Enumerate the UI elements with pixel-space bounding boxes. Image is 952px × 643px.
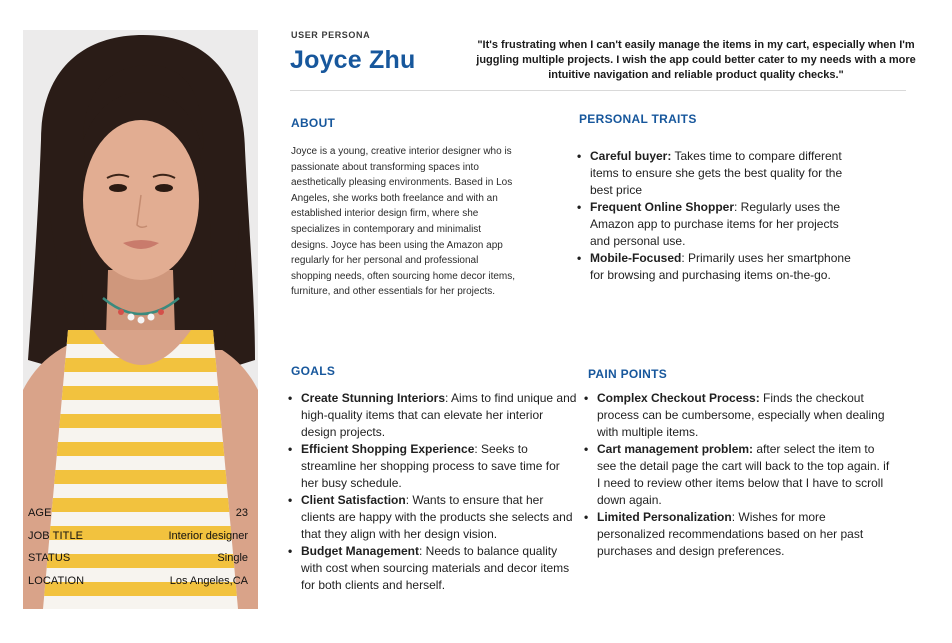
trait-item	[577, 148, 862, 199]
fact-value: Single	[217, 552, 248, 564]
goal-desc: : Wants to ensure that her clients are happy with the products she selects and that they align with her design vision.	[301, 493, 573, 541]
about-text: Joyce is a young, creative interior designer who is passionate about transforming spaces into aesthetically pleasing environments. Based in Los Angeles, she works both freelance and with an established interior design firm, where she specializes in contemporary and minimalist designs. Joyce has been using the Amazon app regularly for her personal and professional shopping needs, often sourcing home decor items, furniture, and other essentials for her projects.	[291, 146, 516, 298]
pain-point-item	[584, 390, 894, 441]
traits-list	[577, 148, 862, 284]
persona-facts	[28, 507, 248, 597]
fact-job-title	[28, 530, 248, 553]
about-title: ABOUT	[291, 116, 336, 130]
fact-label: JOB TITLE	[28, 529, 84, 542]
fact-label: LOCATION	[28, 574, 85, 587]
goals-title: GOALS	[291, 364, 336, 378]
trait-desc: : Primarily uses her smartphone for browsing and purchasing items on-the-go.	[590, 251, 851, 282]
goal-term: Efficient Shopping Experience	[301, 442, 475, 456]
persona-eyebrow: USER PERSONA	[291, 30, 371, 40]
pain-point-term: Limited Personalization	[597, 510, 732, 524]
header-divider	[290, 90, 906, 91]
trait-item	[577, 250, 862, 284]
goal-item	[288, 492, 580, 543]
fact-label: AGE	[28, 507, 52, 519]
trait-desc: : Regularly uses the Amazon app to purchase items for her projects and personal use.	[590, 200, 841, 248]
traits-title: PERSONAL TRAITS	[579, 112, 697, 126]
pain-point-desc: after select the item to see the detail page the cart will back to the top again. if I need to review other items below that I have to scroll down again.	[597, 442, 890, 507]
fact-label: STATUS	[28, 552, 71, 564]
goal-item	[288, 441, 580, 492]
persona-name: Joyce Zhu	[290, 46, 416, 74]
pain-point-term: Complex Checkout Process:	[597, 391, 760, 405]
pain-point-desc: Finds the checkout process can be cumbersome, especially when dealing with multiple items.	[597, 391, 885, 439]
fact-value: 23	[235, 507, 248, 519]
goal-item	[288, 543, 580, 594]
goal-term: Client Satisfaction	[301, 493, 406, 507]
fact-age	[28, 507, 248, 530]
goals-list	[288, 390, 580, 594]
goal-item	[288, 390, 580, 441]
trait-item	[577, 199, 862, 250]
pain-points-list	[584, 390, 894, 560]
fact-location	[28, 575, 248, 598]
fact-status	[28, 552, 248, 575]
persona-photo	[23, 30, 258, 609]
pain-point-item	[584, 509, 894, 560]
pain-point-term: Cart management problem:	[597, 442, 754, 456]
goal-desc: : Seeks to streamline her shopping process to save time for her busy schedule.	[301, 442, 560, 490]
trait-term: Careful buyer:	[590, 149, 672, 163]
trait-term: Frequent Online Shopper	[590, 200, 735, 214]
fact-value: Interior designer	[168, 529, 248, 542]
goal-desc: : Aims to find unique and high-quality items that can elevate her interior design projects.	[301, 391, 577, 439]
pain-points-title: PAIN POINTS	[588, 367, 668, 381]
trait-desc: Takes time to compare different items to ensure she gets the best quality for the best price	[590, 149, 843, 197]
trait-term: Mobile-Focused	[590, 251, 682, 265]
goal-term: Budget Management	[301, 544, 420, 558]
pain-point-desc: : Wishes for more personalized recommendations based on her past purchases and design preferences.	[597, 510, 864, 558]
pain-point-item	[584, 441, 894, 509]
persona-quote: "It's frustrating when I can't easily manage the items in my cart, especially when I'm juggling multiple projects. I wish the app could better cater to my needs with a more intuitive navigation and reliable product quality checks."	[476, 39, 916, 81]
fact-value: Los Angeles,CA	[169, 574, 248, 587]
goal-desc: : Needs to balance quality with cost when sourcing materials and decor items for both clients and herself.	[301, 544, 570, 592]
goal-term: Create Stunning Interiors	[301, 391, 446, 405]
